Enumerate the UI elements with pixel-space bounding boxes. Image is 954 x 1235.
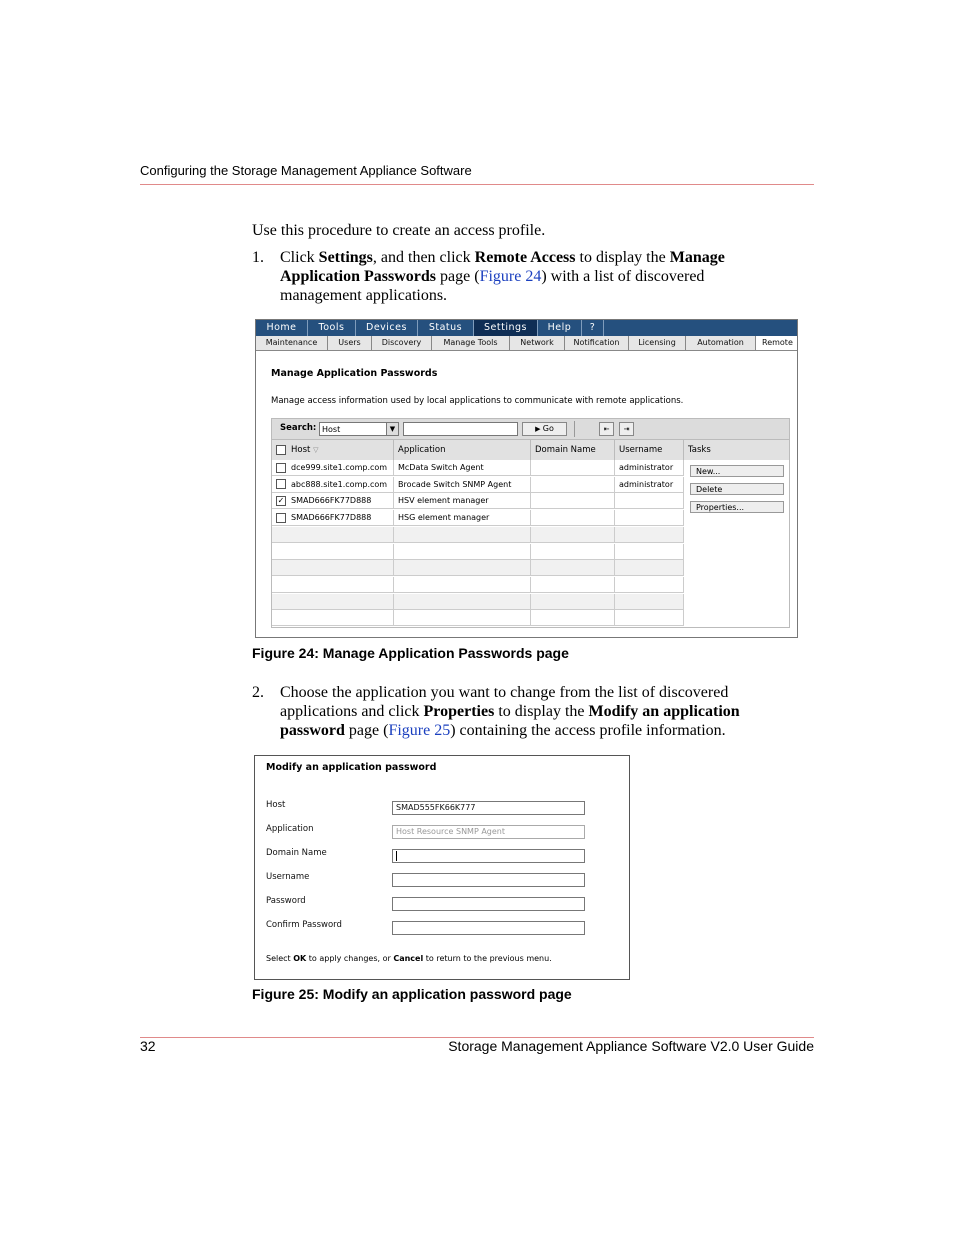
column-header-tasks: Tasks <box>684 440 789 460</box>
figure-25-screenshot <box>254 755 630 980</box>
empty-table-cell <box>394 610 531 626</box>
step-1-text-d: page ( <box>436 268 480 285</box>
table-cell-host <box>272 460 394 476</box>
figure-24-caption: Figure 24: Manage Application Passwords page <box>252 645 569 661</box>
subtab-manage-tools[interactable]: Manage Tools <box>432 336 510 350</box>
properties-button[interactable]: Properties... <box>690 501 784 513</box>
subtab-users[interactable]: Users <box>328 336 372 350</box>
empty-table-cell <box>531 577 615 593</box>
search-bar <box>271 418 790 440</box>
figure-24-screenshot <box>255 319 798 638</box>
empty-table-cell <box>272 610 394 626</box>
instructions-ok: OK <box>293 954 307 963</box>
manage-passwords-description: Manage access information used by local applications to communicate with remote applications. <box>271 396 684 406</box>
empty-table-cell <box>272 544 394 560</box>
empty-table-cell <box>394 560 531 576</box>
cell-text-application: McData Switch Agent <box>398 463 484 472</box>
table-cell-username <box>615 460 684 476</box>
column-header-host[interactable] <box>272 440 394 460</box>
step-1-text <box>280 248 780 305</box>
collapse-icon[interactable]: ⇤ <box>599 422 614 436</box>
host-header-label: Host <box>291 445 311 455</box>
table-cell-application <box>394 460 531 476</box>
sub-navigation <box>256 336 797 351</box>
empty-table-cell <box>531 610 615 626</box>
cell-text-host: dce999.site1.comp.com <box>291 463 388 472</box>
row-checkbox[interactable] <box>276 479 286 489</box>
confirm-password-input[interactable] <box>392 921 585 935</box>
empty-table-cell <box>394 594 531 610</box>
subtab-remote[interactable]: Remote <box>756 336 797 350</box>
nav-tab-tools[interactable]: Tools <box>308 320 356 336</box>
select-all-checkbox[interactable] <box>276 445 286 455</box>
nav-tab-question[interactable]: ? <box>582 320 604 336</box>
cell-text-username: administrator <box>619 479 674 489</box>
chevron-down-icon[interactable]: ▼ <box>386 423 398 435</box>
figure-24-link[interactable]: Figure 24 <box>479 268 542 285</box>
empty-table-cell <box>531 594 615 610</box>
password-label: Password <box>266 896 306 906</box>
cell-text-host: SMAD666FK77D888 <box>291 496 372 506</box>
top-navigation <box>256 320 797 336</box>
go-label: Go <box>542 424 554 433</box>
host-label: Host <box>266 800 286 810</box>
row-checkbox[interactable] <box>276 513 286 523</box>
cell-text-username: administrator <box>619 463 674 472</box>
instructions-text-c: to return to the previous menu. <box>423 954 552 963</box>
empty-table-cell <box>615 594 684 610</box>
play-arrow-icon: ▶ <box>535 425 543 433</box>
nav-tab-status[interactable]: Status <box>418 320 474 336</box>
step-2-text-c: page ( <box>344 722 389 739</box>
cell-text-host: SMAD666FK77D888 <box>291 513 372 523</box>
host-input[interactable]: SMAD555FK66K777 <box>392 801 585 815</box>
guide-title: Storage Management Appliance Software V2.0 User Guide <box>448 1038 814 1054</box>
table-cell-username <box>615 477 684 493</box>
empty-table-cell <box>394 577 531 593</box>
new-button[interactable]: New... <box>690 465 784 477</box>
step-2-text-a: Choose the application you want to change from the list of discovered applications and click <box>280 684 729 720</box>
table-cell-application <box>394 510 531 526</box>
manage-passwords-title: Manage Application Passwords <box>271 368 438 379</box>
application-input: Host Resource SNMP Agent <box>392 825 585 839</box>
step-1-settings: Settings <box>318 249 373 266</box>
column-header-domain-name[interactable]: Domain Name <box>531 440 615 460</box>
instructions-cancel: Cancel <box>393 954 424 963</box>
cell-text-application: HSV element manager <box>398 496 489 506</box>
step-2-number: 2. <box>252 684 264 701</box>
intro-paragraph: Use this procedure to create an access profile. <box>252 222 546 239</box>
empty-table-cell <box>531 544 615 560</box>
instructions-text-a: Select <box>266 954 294 963</box>
figure-25-caption: Figure 25: Modify an application password page <box>252 986 572 1002</box>
cell-text-host: abc888.site1.comp.com <box>291 479 388 489</box>
subtab-automation[interactable]: Automation <box>686 336 756 350</box>
modify-password-instructions <box>266 954 552 963</box>
empty-table-cell <box>531 560 615 576</box>
step-2-modify-password: Modify an application password <box>280 703 740 739</box>
table-cell-application <box>394 477 531 493</box>
empty-table-cell <box>531 527 615 543</box>
empty-table-cell <box>272 577 394 593</box>
page-number: 32 <box>140 1038 156 1054</box>
search-label: Search: <box>280 423 317 433</box>
delete-button[interactable]: Delete <box>690 483 784 495</box>
search-field-select[interactable] <box>319 422 399 436</box>
table-cell-domain <box>531 510 615 526</box>
table-cell-application <box>394 493 531 509</box>
empty-table-cell <box>615 560 684 576</box>
search-input[interactable] <box>403 422 518 436</box>
subtab-notification[interactable]: Notification <box>565 336 629 350</box>
table-cell-domain <box>531 477 615 493</box>
step-1-manage-app-passwords: Manage Application Passwords <box>280 249 725 285</box>
modify-password-title: Modify an application password <box>266 762 437 773</box>
empty-table-cell <box>394 527 531 543</box>
table-cell-host <box>272 493 394 509</box>
step-1-remote-access: Remote Access <box>474 249 576 266</box>
text-cursor <box>396 851 397 861</box>
password-input[interactable] <box>392 897 585 911</box>
empty-table-cell <box>394 544 531 560</box>
table-cell-username <box>615 493 684 509</box>
search-field-value: Host <box>322 425 341 434</box>
step-2-text-d: ) containing the access profile information. <box>450 722 726 739</box>
nav-tab-settings[interactable]: Settings <box>474 320 538 336</box>
table-cell-domain <box>531 460 615 476</box>
empty-table-cell <box>615 610 684 626</box>
subtab-network[interactable]: Network <box>510 336 565 350</box>
username-input[interactable] <box>392 873 585 887</box>
instructions-text-b: to apply changes, or <box>306 954 394 963</box>
cell-text-application: Brocade Switch SNMP Agent <box>398 479 512 489</box>
empty-table-cell <box>272 560 394 576</box>
empty-table-cell <box>615 544 684 560</box>
cell-text-application: HSG element manager <box>398 513 490 523</box>
table-cell-host <box>272 510 394 526</box>
running-header: Configuring the Storage Management Appliance Software <box>140 163 472 178</box>
empty-table-cell <box>615 527 684 543</box>
header-rule <box>140 184 814 185</box>
nav-tab-devices[interactable]: Devices <box>356 320 418 336</box>
empty-table-cell <box>272 594 394 610</box>
subtab-licensing[interactable]: Licensing <box>629 336 686 350</box>
expand-icon[interactable]: ⇥ <box>619 422 634 436</box>
applications-table <box>271 440 790 628</box>
table-cell-domain <box>531 493 615 509</box>
go-button[interactable] <box>522 422 567 436</box>
subtab-discovery[interactable]: Discovery <box>372 336 432 350</box>
step-1-text-e: ) with a list of discovered management applications. <box>280 268 705 304</box>
step-2-text-b: to display the <box>494 703 589 720</box>
username-label: Username <box>266 872 310 882</box>
subtab-maintenance[interactable]: Maintenance <box>256 336 328 350</box>
figure-25-link[interactable]: Figure 25 <box>388 722 451 739</box>
column-header-application[interactable]: Application <box>394 440 531 460</box>
application-label: Application <box>266 824 314 834</box>
domain-name-label: Domain Name <box>266 848 327 858</box>
step-1-text-a: Click <box>280 249 319 266</box>
row-checkbox[interactable] <box>276 463 286 473</box>
toolbar-divider <box>574 421 575 437</box>
step-2-properties: Properties <box>423 703 495 720</box>
nav-tab-help[interactable]: Help <box>538 320 582 336</box>
row-checkbox[interactable]: ✓ <box>277 495 285 505</box>
confirm-password-label: Confirm Password <box>266 920 342 930</box>
empty-table-cell <box>615 577 684 593</box>
step-1-text-c: to display the <box>575 249 670 266</box>
nav-tab-home[interactable]: Home <box>256 320 308 336</box>
step-1-number: 1. <box>252 249 264 266</box>
column-header-username[interactable]: Username <box>615 440 684 460</box>
step-2-text <box>280 683 785 740</box>
table-cell-host <box>272 477 394 493</box>
step-1-text-b: , and then click <box>372 249 475 266</box>
table-cell-username <box>615 510 684 526</box>
domain-name-input[interactable] <box>392 849 585 863</box>
sort-arrow-icon[interactable]: ▽ <box>313 446 319 454</box>
empty-table-cell <box>272 527 394 543</box>
